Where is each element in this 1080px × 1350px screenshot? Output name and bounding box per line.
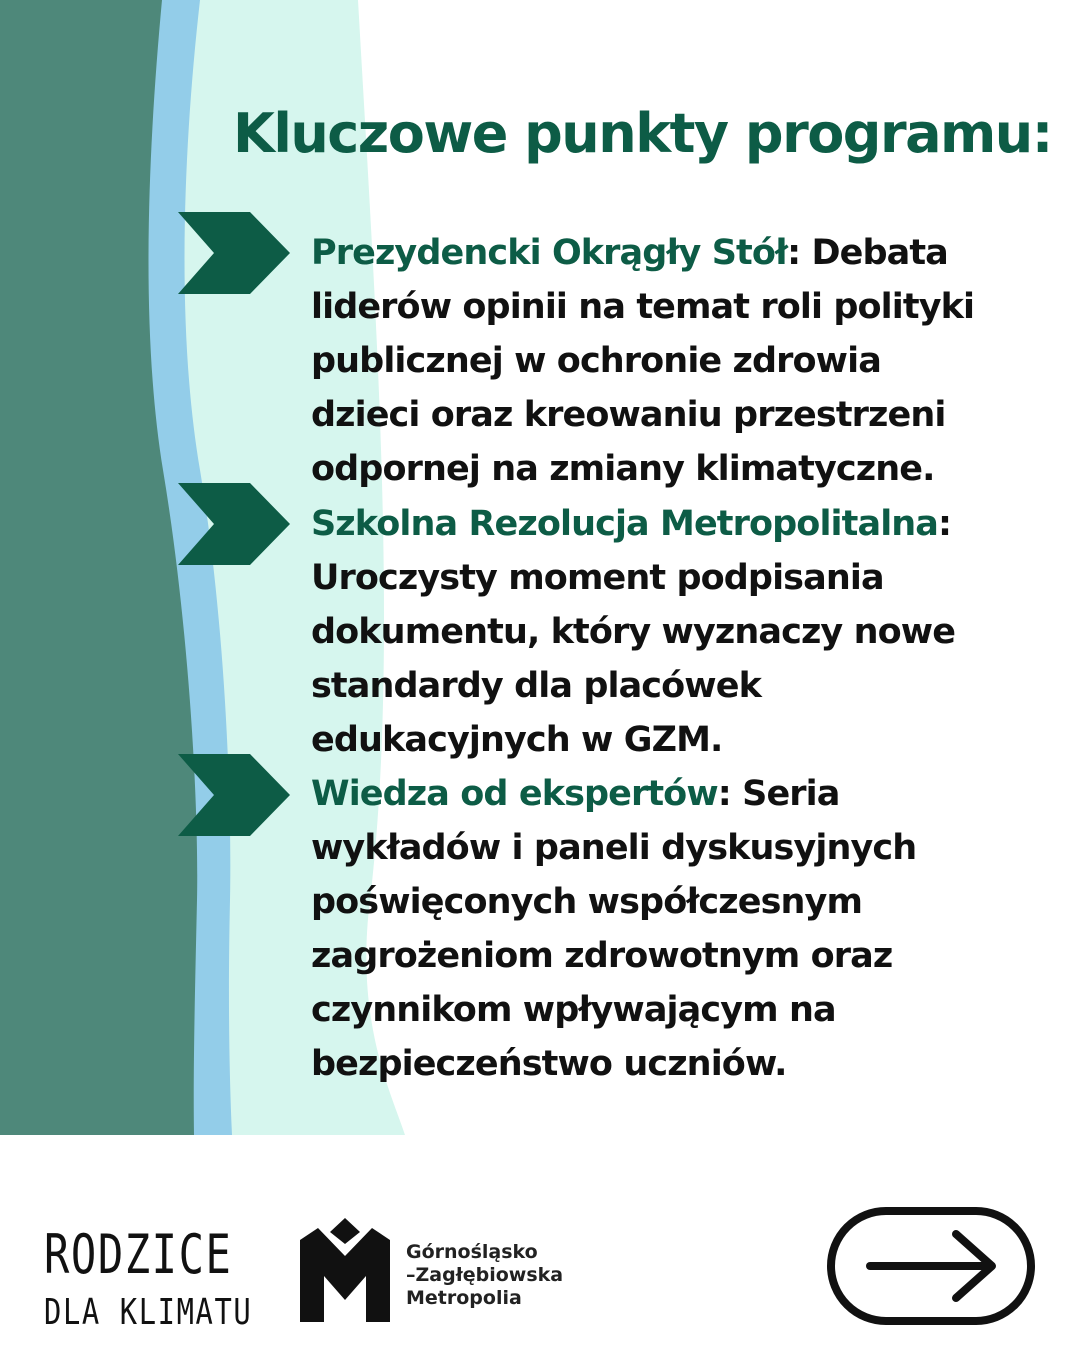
chevron-right-icon bbox=[178, 483, 290, 565]
rodzice-logo-title: RODZICE bbox=[44, 1223, 233, 1286]
program-point-separator: : bbox=[938, 504, 952, 544]
program-point-heading: Prezydencki Okrągły Stół bbox=[311, 233, 788, 273]
program-point-body: Uroczysty moment podpisania dokumentu, który wyznaczy nowe standardy dla placówek edukacyjnych w GZM. bbox=[311, 558, 956, 760]
gzm-m-icon bbox=[300, 1218, 390, 1322]
program-point-separator: : bbox=[717, 774, 731, 814]
program-point-body: Seria wykładów i paneli dyskusyjnych poświęconych współczesnym zagrożeniom zdrowotnym oraz czynnikom wpływającym na bezpieczeństwo uczniów. bbox=[311, 774, 917, 1084]
chevron-right-icon bbox=[178, 754, 290, 836]
next-slide-button[interactable] bbox=[826, 1206, 1036, 1326]
program-point bbox=[311, 226, 981, 496]
gzm-logo-line: Górnośląsko bbox=[406, 1241, 538, 1263]
program-point bbox=[311, 767, 981, 1091]
rodzice-dla-klimatu-logo bbox=[44, 1213, 253, 1333]
program-point-heading: Wiedza od ekspertów bbox=[311, 774, 718, 814]
gzm-logo-line: Metropolia bbox=[406, 1287, 522, 1309]
gzm-logo-line: –Zagłębiowska bbox=[406, 1264, 564, 1286]
program-point bbox=[311, 497, 981, 767]
program-point-separator: : bbox=[787, 233, 801, 273]
page-title: Kluczowe punkty programu: bbox=[233, 102, 1052, 165]
gzm-logo-text bbox=[406, 1241, 563, 1310]
chevron-right-icon bbox=[178, 212, 290, 294]
program-point-heading: Szkolna Rezolucja Metropolitalna bbox=[311, 504, 939, 544]
gzm-metropolia-logo bbox=[300, 1218, 570, 1322]
rodzice-logo-subtitle: DLA KLIMATU bbox=[44, 1292, 253, 1333]
arrow-right-icon bbox=[826, 1206, 1036, 1326]
program-point-body: Debata liderów opinii na temat roli polityki publicznej w ochronie zdrowia dzieci oraz kreowaniu przestrzeni odpornej na zmiany klimatyczne. bbox=[311, 233, 975, 489]
